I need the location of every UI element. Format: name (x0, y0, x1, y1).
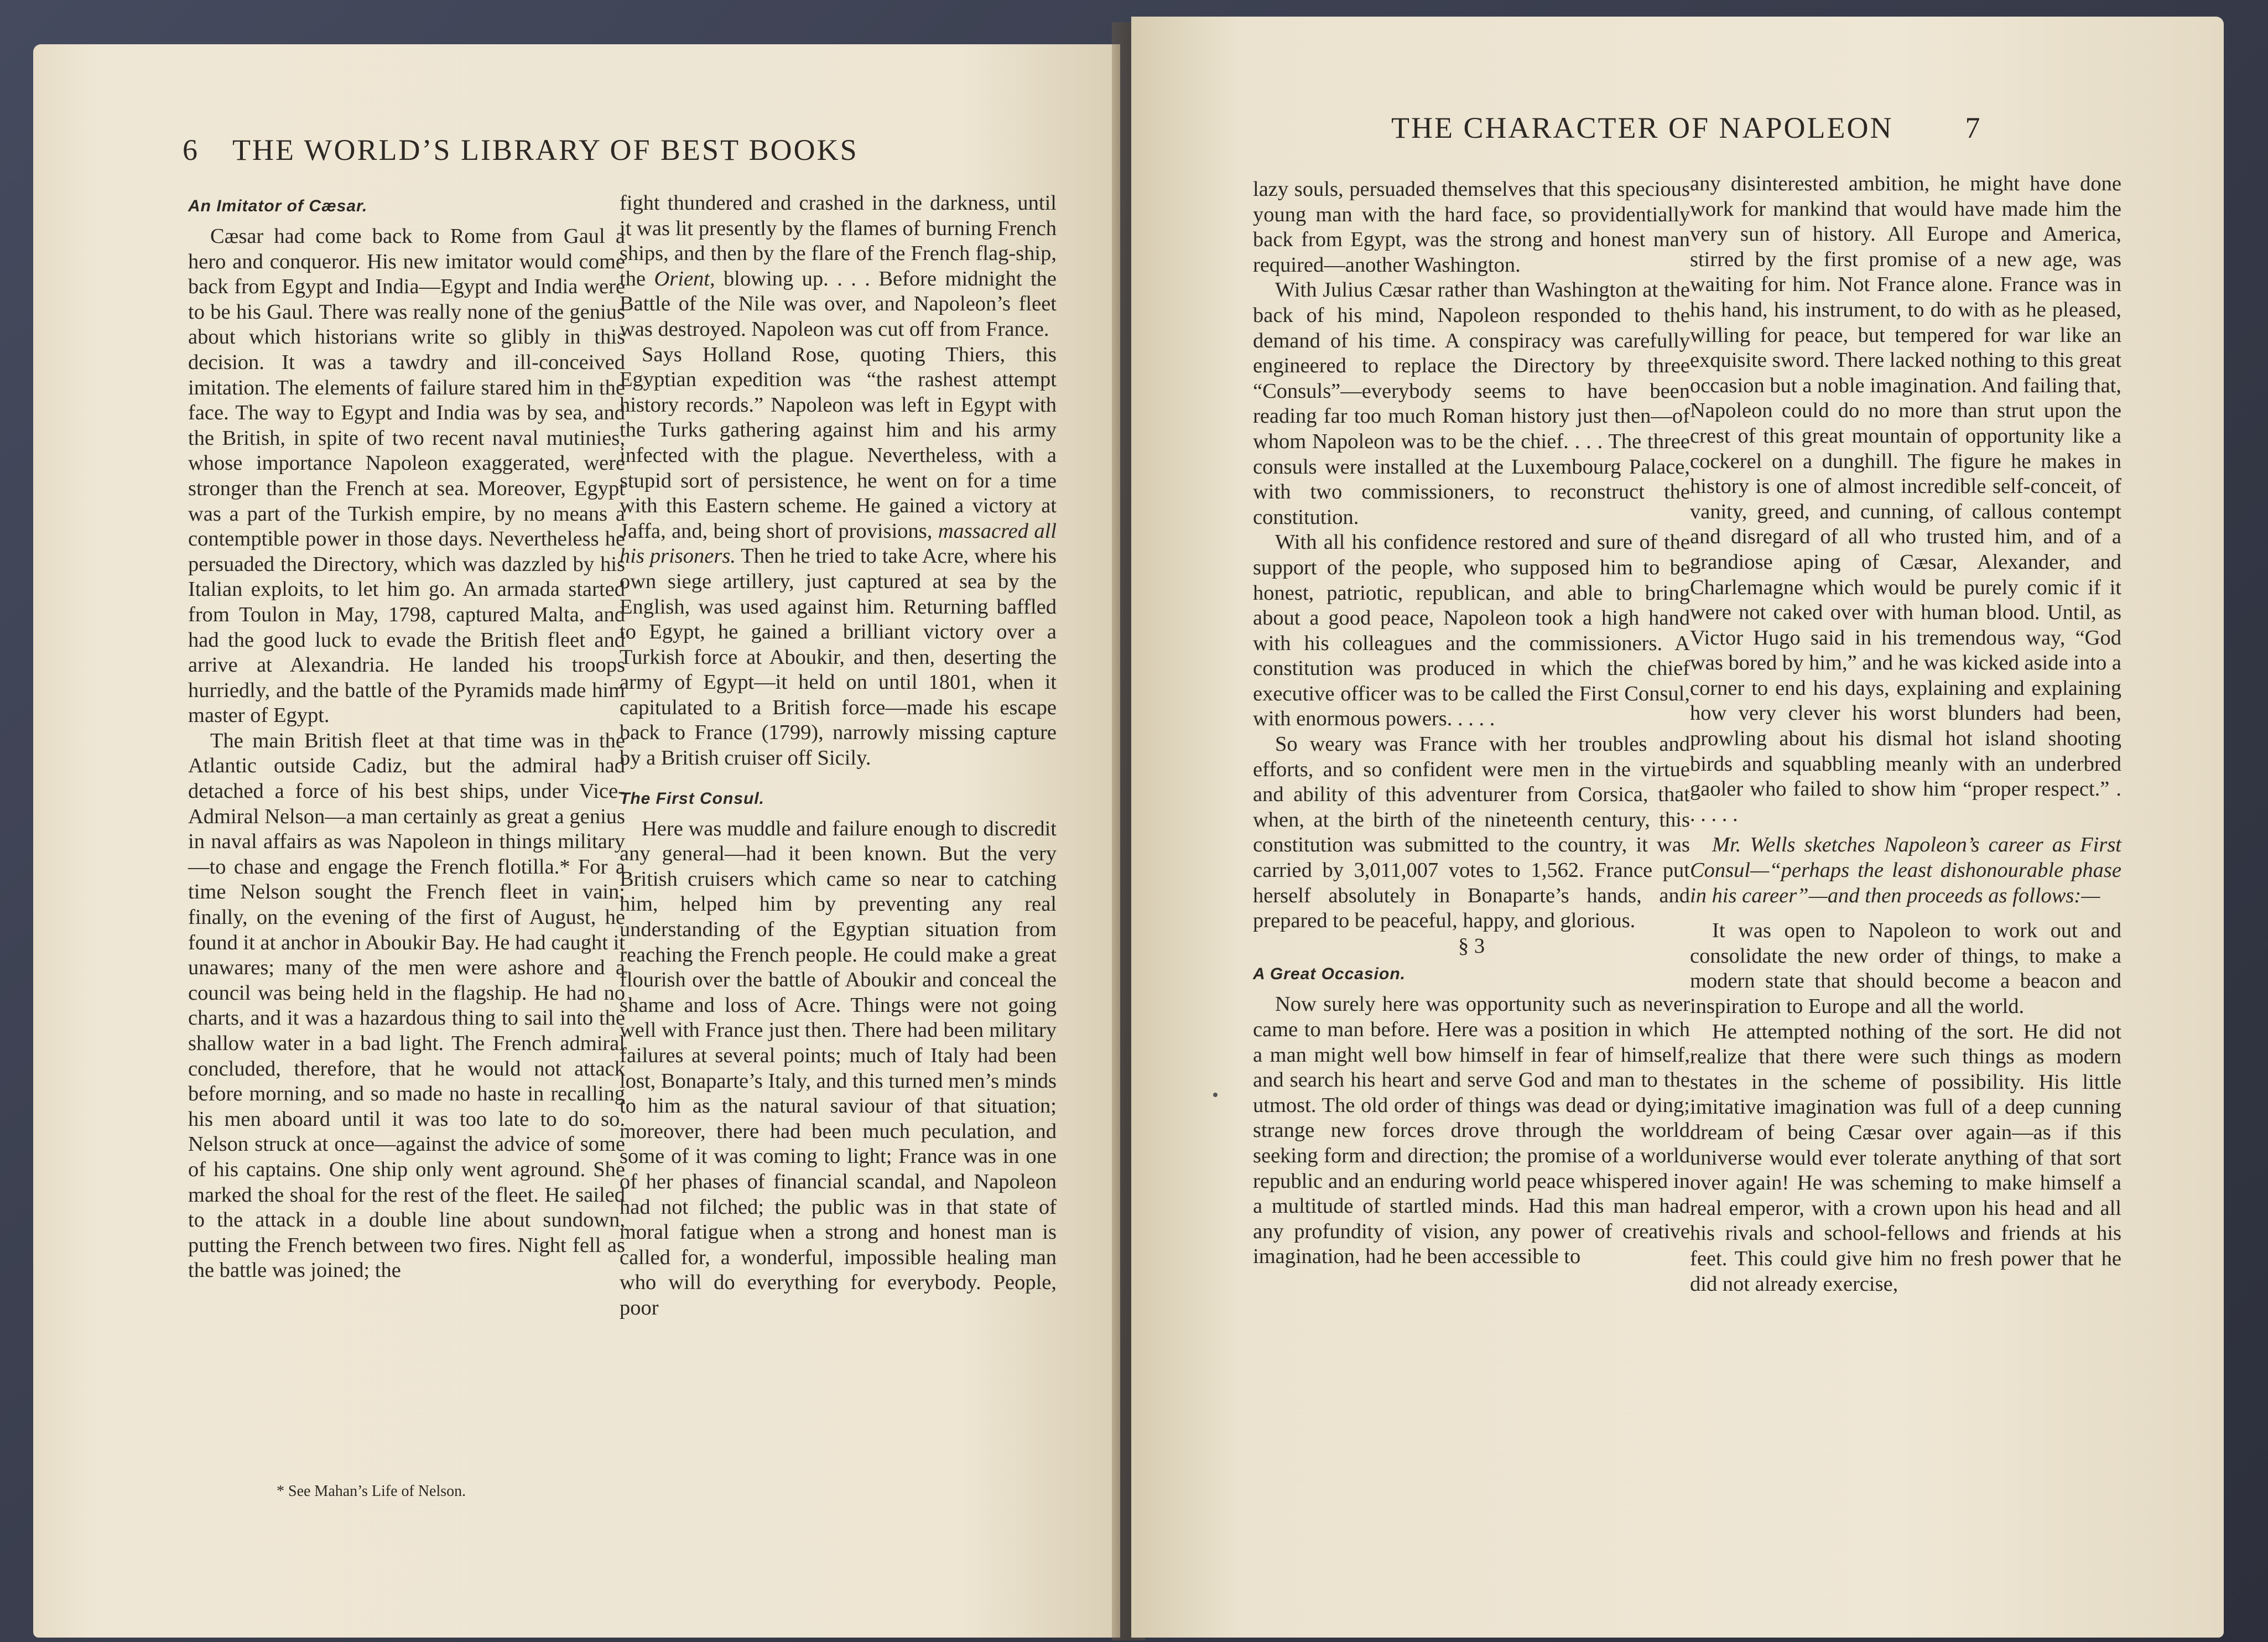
right-running-head (1391, 111, 1982, 145)
right-book-title: THE CHARACTER OF NAPOLEON (1391, 111, 1894, 144)
paragraph: With all his confidence restored and sure of the support of the people, who supposed him to be honest, patriotic, republican, and able to bring about a good peace, Napoleon took a high hand with his colleagues and the commissioners. A constitution was produced in which the chief executive officer was to be called the First Consul, with enormous powers. . . . . (1253, 531, 1690, 731)
left-column-2 (620, 191, 1057, 1321)
editorial-note: Mr. Wells sketches Napoleon’s career as First Consul—“perhaps the least dishonourable phase in his career”—and then proceeds as follows:— (1690, 833, 2121, 907)
sidehead-imitator-of-caesar: An Imitator of Cæsar. (188, 197, 368, 215)
paragraph: So weary was France with her troubles and efforts, and so confident were men in the virtue and ability of this adventurer from Corsica, that when, at the birth of the nineteenth century, this constitution was submitted to the country, it was carried by 3,011,007 votes to 1,562. France put herself absolutely in Bonaparte’s hands, and prepared to be peaceful, happy, and glorious. (1253, 732, 1690, 933)
paragraph: He attempted nothing of the sort. He did not realize that there were such things as modern states in the scheme of possibility. His little imitative imagination was full of a deep cunning dream of being Cæsar over again—as if this universe would ever tolerate anything of that sort over again! He was scheming to make himself a real emperor, with a crown upon his head and all his rivals and school-fellows and friends at his feet. This could give him no fresh power that he did not already exercise, (1690, 1020, 2121, 1296)
left-running-head (183, 133, 859, 167)
italic-text: Orient, (654, 267, 715, 290)
right-page-number: 7 (1965, 111, 1982, 144)
right-page (1131, 17, 2224, 1638)
paragraph: It was open to Napoleon to work out and consolidate the new order of things, to make a modern state that should become a beacon and inspiration to Europe and all the world. (1690, 919, 2121, 1018)
sidehead-first-consul: The First Consul. (620, 789, 765, 808)
paragraph: Here was muddle and failure enough to discredit any general—had it been known. But the very British cruisers which came so near to catching him, helped him by preventing any real understanding of the Egyptian situation from reaching the French people. He could make a great flourish over the battle of Aboukir and conceal the shame and loss of Acre. Things were not going well with France just then. There had been military failures at several points; much of Italy had been lost, Bonaparte’s Italy, and this turned men’s minds to him as the natural saviour of that situation; moreover, there had been much peculation, and some of it was coming to light; France was in one of her phases of financial scandal, and Napoleon had not filched; the public was in that state of moral fatigue when a strong and honest man is called for, a wonderful, impossible healing man who will do everything for everybody. People, poor (620, 817, 1057, 1319)
paragraph: any disinterested ambition, he might have done work for mankind that would have made him the very sun of history. All Europe and America, stirred by the first promise of a new age, was waiting for him. Not France alone. France was in his hand, his instrument, to do with as he pleased, willing for peace, but tempered for war like an exquisite sword. There lacked nothing to this great occasion but a noble imagination. And failing that, Napoleon could do no more than strut upon the crest of this great mountain of opportunity like a cockerel on a dunghill. The figure he makes in history is one of almost incredible self-conceit, of vanity, greed, and cunning, of callous contempt and disregard of all who trusted him, and of a grandiose aping of Cæsar, Alexander, and Charlemagne which would be purely comic if it were not caked over with human blood. Until, as Victor Hugo said in his tremendous way, “God was bored by him,” and he was kicked aside into a corner to end his days, explaining and explaining how very clever his worst blunders had been, prowling about his dismal hot island shooting birds and squabbling meanly with an underbred gaoler who failed to show him “proper respect.” . . . . . . (1690, 172, 2121, 826)
italic-text: massacred all his prisoners. (620, 519, 1057, 568)
left-column-1 (188, 191, 625, 1284)
paragraph: Cæsar had come back to Rome from Gaul a hero and conqueror. His new imitator would come back from Egypt and India—Egypt and India were to be his Gaul. There was really none of the genius about which historians write so glibly in this decision. It was a tawdry and ill-conceived imitation. The elements of failure stared him in the face. The way to Egypt and India was by sea, and the British, in spite of two recent naval mutinies, whose importance Napoleon exaggerated, were stronger than the French at sea. Moreover, Egypt was a part of the Turkish empire, by no means a contemptible power in those days. Nevertheless he persuaded the Directory, which was dazzled by his Italian exploits, to let him go. An armada started from Toulon in May, 1798, captured Malta, and had the good luck to evade the British fleet and arrive at Alexandria. He landed his troops hurriedly, and the battle of the Pyramids made him master of Egypt. (188, 225, 625, 728)
section-mark: § 3 (1458, 934, 1485, 958)
paragraph: With Julius Cæsar rather than Washington at the back of his mind, Napoleon responded to the demand of his time. A conspiracy was carefully engineered to replace the Directory by three “Consuls”—everybody seems to have been reading far too much Roman history just then—of whom Napoleon was to be the chief. . . . The three consuls were installed at the Luxembourg Palace, with two commissioners, to reconstruct the constitution. (1253, 278, 1690, 529)
paragraph: Now surely here was opportunity such as never came to man before. Here was a position in which a man might well bow himself in fear of himself, and search his heart and serve God and man to the utmost. The old order of things was dead or dying; strange new forces drove through the world seeking form and direction; the promise of a world republic and an enduring world peace whispered in a multitude of startled minds. Had this man had any profundity of vision, any power of creative imagination, had he been accessible to (1253, 993, 1690, 1269)
text-run: blowing up. . . . Before midnight the Battle of the Nile was over, and Napoleon’s fleet was destroyed. Napoleon was cut off from France. (620, 267, 1057, 341)
text-run: Says Holland Rose, quoting Thiers, this Egyptian expedition was “the rashest attempt history records.” Napoleon was left in Egypt with the Turks gathering against him and his army infected with the plague. Nevertheless, with a stupid sort of persistence, he went on for a time with this Eastern scheme. He gained a victory at Jaffa, and, being short of provisions, (620, 342, 1057, 543)
print-speck (1213, 1093, 1218, 1097)
left-page (33, 44, 1120, 1638)
left-book-title: THE WORLD’S LIBRARY OF BEST BOOKS (232, 133, 859, 167)
paragraph: The main British fleet at that time was in the Atlantic outside Cadiz, but the admiral had detached a force of his best ships, under Vice-Admiral Nelson—a man certainly as great a genius in naval affairs as was Napoleon in things military—to chase and engage the French flotilla.* For a time Nelson sought the French fleet in vain; finally, on the evening of the first of August, he found it at anchor in Aboukir Bay. He had caught it unawares; many of the men were ashore and a council was being held in the flagship. He had no charts, and it was a hazardous thing to sail into the shallow water in a bad light. The French admiral concluded, therefore, that he would not attack before morning, and so made no haste in recalling his men aboard until it was too late to do so. Nelson struck at once—against the advice of some of his captains. One ship only went aground. She marked the shoal for the rest of the fleet. He sailed to the attack in a double line about sundown, putting the French between two fires. Night fell as the battle was joined; the (188, 729, 625, 1282)
text-run: fight thundered and crashed in the darkness, until it was lit presently by the flames of burning French ships, and then by the flare of the French flag-ship, the (620, 191, 1057, 290)
sidehead-great-occasion: A Great Occasion. (1253, 965, 1406, 984)
right-column-2 (1690, 172, 2121, 1297)
left-page-number: 6 (183, 133, 199, 167)
paragraph (620, 191, 1057, 342)
footnote: * See Mahan’s Life of Nelson. (277, 1483, 466, 1500)
text-run: Then he tried to take Acre, where his own siege artillery, just captured at sea by the English, was used against him. Returning baffled to Egypt, he gained a brilliant victory over a Turkish force at Aboukir, and then, deserting the army of Egypt—it held on until 1801, when it capitulated to a British force—made his escape back to France (1799), narrowly missing capture by a British cruiser off Sicily. (620, 544, 1057, 770)
paragraph: lazy souls, persuaded themselves that this specious young man with the hard face, so providentially back from Egypt, was the strong and honest man required—another Washington. (1253, 178, 1690, 277)
paragraph (620, 342, 1057, 771)
right-column-1 (1253, 177, 1690, 1270)
